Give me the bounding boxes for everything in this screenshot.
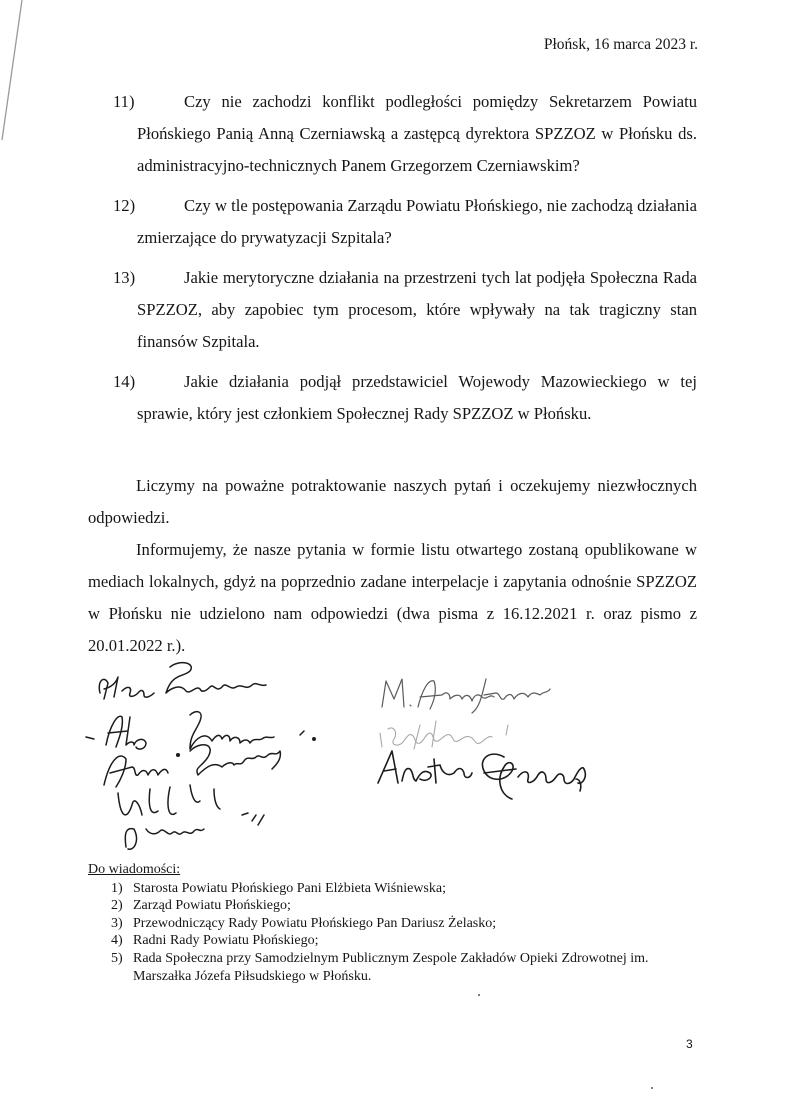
question-number: 12) xyxy=(113,196,136,215)
distribution-item xyxy=(88,950,708,985)
signature-left-3 xyxy=(104,745,280,787)
distribution-list xyxy=(88,861,708,985)
handwritten-signatures xyxy=(0,655,792,865)
signature-left-2 xyxy=(86,712,315,749)
signature-right-2 xyxy=(380,721,508,749)
place-date: Płońsk, 16 marca 2023 r. xyxy=(543,36,698,53)
signature-right-3 xyxy=(378,751,585,799)
scan-speck xyxy=(651,1087,653,1089)
distribution-item xyxy=(88,880,708,898)
distribution-text: Radni Rady Powiatu Płońskiego; xyxy=(133,933,319,949)
distribution-text: Starosta Powiatu Płońskiego Pani Elżbieta Wiśniewska; xyxy=(133,880,446,896)
question-text: Czy w tle postępowania Zarządu Powiatu Płońskiego, nie zachodzą działania zmierzające do prywatyzacji Szpitala? xyxy=(137,196,697,247)
question-item xyxy=(0,86,792,182)
publication-notice: Informujemy, że nasze pytania w formie listu otwartego zostaną opublikowane w mediach lokalnych, gdyż na poprzednio zadane interpelacje i zapytania odnośnie SPZZOZ w Płońsku nie udzielono nam odpowiedzi (dwa pisma z 16.12.2021 r. oraz pismo z 20.01.2022 r.). xyxy=(88,540,697,655)
distribution-number: 2) xyxy=(111,898,123,914)
distribution-item xyxy=(88,932,708,950)
question-list xyxy=(0,86,792,438)
question-item xyxy=(0,190,792,254)
distribution-number: 3) xyxy=(111,915,123,931)
distribution-text: Przewodniczący Rady Powiatu Płońskiego Pan Dariusz Żelasko; xyxy=(133,915,497,931)
signature-left-4 xyxy=(118,785,264,849)
signature-left-1 xyxy=(99,663,266,699)
distribution-number: 5) xyxy=(111,950,123,966)
distribution-item xyxy=(88,897,708,915)
distribution-number: 1) xyxy=(111,880,123,896)
distribution-text: Rada Społeczna przy Samodzielnym Publicznym Zespole Zakładów Opieki Zdrowotnej im. Marszałka Józefa Piłsudskiego w Płońsku. xyxy=(133,950,649,984)
signatures-area xyxy=(0,655,792,865)
page-number: 3 xyxy=(686,1037,693,1051)
distribution-text: Zarząd Powiatu Płońskiego; xyxy=(133,898,291,914)
question-text: Czy nie zachodzi konflikt podległości pomiędzy Sekretarzem Powiatu Płońskiego Panią Anną Czerniawską a zastępcą dyrektora SPZZOZ w Płońsku ds. administracyjno-technicznych Panem Grzegorzem Czerniawskim? xyxy=(137,92,697,175)
question-item xyxy=(0,366,792,430)
distribution-heading: Do wiadomości: xyxy=(88,862,181,877)
closing-paragraph: Liczymy na poważne potraktowanie naszych pytań i oczekujemy niezwłocznych odpowiedzi. xyxy=(88,476,697,527)
question-number: 11) xyxy=(113,92,135,111)
distribution-item xyxy=(88,915,708,933)
scan-speck xyxy=(478,994,480,996)
question-item xyxy=(0,262,792,358)
question-text: Jakie działania podjął przedstawiciel Wojewody Mazowieckiego w tej sprawie, który jest członkiem Społecznej Rady SPZZOZ w Płońsku. xyxy=(137,372,697,423)
question-number: 13) xyxy=(113,268,136,287)
signature-right-1 xyxy=(382,679,550,713)
question-text: Jakie merytoryczne działania na przestrzeni tych lat podjęła Społeczna Rada SPZZOZ, aby zapobiec tym procesom, które wpływały na tak tragiczny stan finansów Szpitala. xyxy=(137,268,697,351)
question-number: 14) xyxy=(113,372,136,391)
distribution-number: 4) xyxy=(111,933,123,949)
